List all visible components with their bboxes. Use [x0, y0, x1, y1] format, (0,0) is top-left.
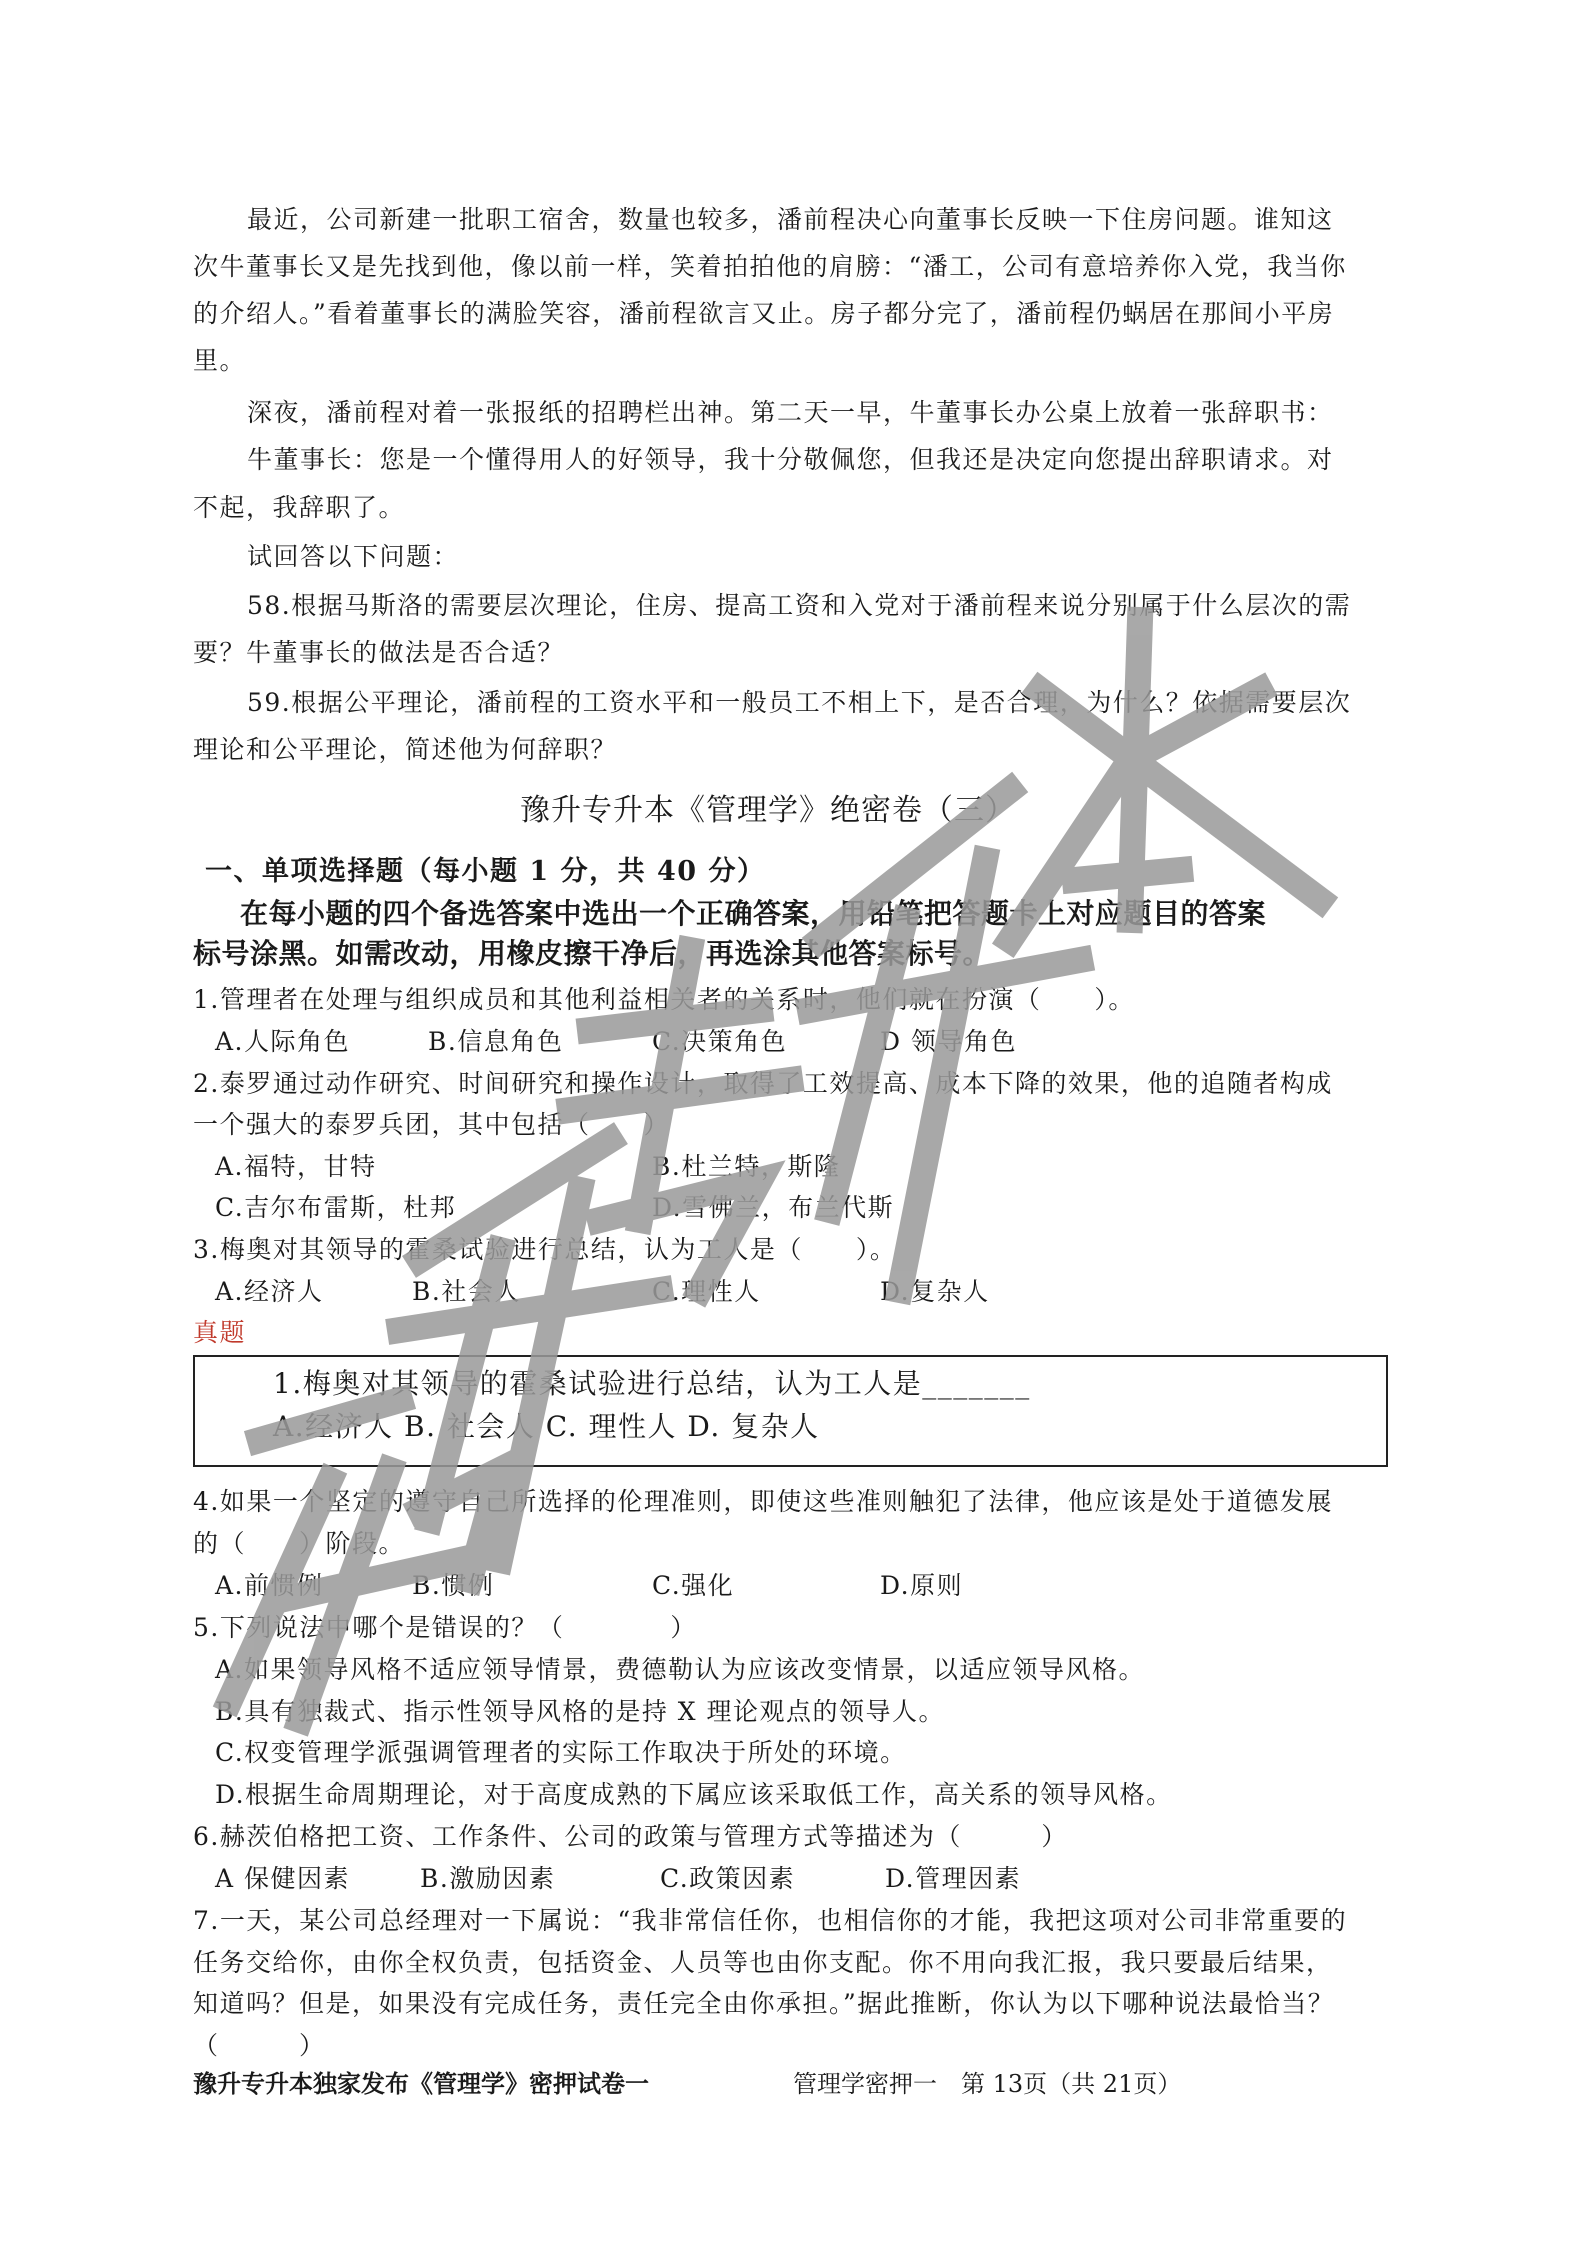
q2-option-b: B.杜兰特，斯隆	[652, 1152, 841, 1181]
question-59-line-2: 理论和公平理论，简述他为何辞职？	[193, 735, 618, 764]
question-3: 3.梅奥对其领导的霍桑试验进行总结，认为工人是（ ）。	[193, 1235, 897, 1264]
q3-option-a: A.经济人	[215, 1277, 324, 1306]
q1-option-c: C.决策角色	[652, 1027, 788, 1056]
question-58-line-2: 要？牛董事长的做法是否合适？	[193, 638, 565, 667]
real-exam-box	[193, 1355, 1388, 1467]
real-exam-options: A.经济人 B. 社会人 C. 理性人 D. 复杂人	[273, 1410, 820, 1443]
question-2-line-1: 2.泰罗通过动作研究、时间研究和操作设计，取得了工效提高、成本下降的效果，他的追随者构成	[193, 1069, 1333, 1098]
q6-option-a: A 保健因素	[215, 1864, 351, 1893]
case-paragraph-2: 深夜，潘前程对着一张报纸的招聘栏出神。第二天一早，牛董事长办公桌上放着一张辞职书：	[247, 398, 1334, 427]
q3-option-c: C.理性人	[652, 1277, 761, 1306]
exam-title: 豫升专升本《管理学》绝密卷（三）	[520, 793, 1016, 828]
q4-option-c: C.强化	[652, 1571, 735, 1600]
q2-option-c: C.吉尔布雷斯，杜邦	[215, 1193, 457, 1222]
q1-option-b: B.信息角色	[428, 1027, 564, 1056]
question-59-line-1: 59.根据公平理论，潘前程的工资水平和一般员工不相上下，是否合理，为什么？依据需要层次	[247, 688, 1352, 717]
q3-option-b: B.社会人	[412, 1277, 521, 1306]
real-exam-question: 1.梅奥对其领导的霍桑试验进行总结，认为工人是_______	[273, 1367, 1031, 1400]
q2-option-d: D.雪佛兰，布兰代斯	[652, 1193, 895, 1222]
footer-left: 豫升专升本独家发布《管理学》密押试卷一	[193, 2069, 649, 2098]
footer-page-info: 管理学密押一 第 13页（共 21页）	[793, 2070, 1182, 2098]
q1-option-d: D 领导角色	[880, 1027, 1017, 1056]
q5-option-d: D.根据生命周期理论，对于高度成熟的下属应该采取低工作，高关系的领导风格。	[215, 1780, 1173, 1809]
q5-option-b: B.具有独裁式、指示性领导风格的是持 X 理论观点的领导人。	[215, 1697, 946, 1726]
section-heading: 一、单项选择题（每小题 1 分，共 40 分）	[205, 856, 766, 887]
real-exam-label: 真题	[193, 1318, 247, 1347]
watermark-stroke	[1040, 690, 1320, 900]
case-paragraph-3-line-2: 不起，我辞职了。	[193, 493, 406, 522]
question-7-line-4: （ ）	[193, 2031, 326, 2060]
q6-option-d: D.管理因素	[885, 1864, 1022, 1893]
question-58-line-1: 58.根据马斯洛的需要层次理论，住房、提高工资和入党对于潘前程来说分别属于什么层次的需	[247, 591, 1352, 620]
instruction-line-1: 在每小题的四个备选答案中选出一个正确答案，用铅笔把答题卡上对应题目的答案	[240, 897, 1267, 930]
question-4-line-2: 的（ ）阶段。	[193, 1529, 406, 1558]
question-7-line-2: 任务交给你，由你全权负责，包括资金、人员等也由你支配。你不用向我汇报，我只要最后结果，	[193, 1948, 1333, 1977]
q4-option-d: D.原则	[880, 1571, 964, 1600]
q5-option-a: A.如果领导风格不适应领导情景，费德勒认为应该改变情景，以适应领导风格。	[215, 1655, 1146, 1684]
case-paragraph-1-line-1: 最近，公司新建一批职工宿舍，数量也较多，潘前程决心向董事长反映一下住房问题。谁知这	[247, 205, 1334, 234]
question-2-line-2: 一个强大的泰罗兵团，其中包括（ ）	[193, 1110, 671, 1139]
question-5: 5.下列说法中哪个是错误的？（ ）	[193, 1613, 697, 1642]
case-paragraph-1-line-3: 的介绍人。”看着董事长的满脸笑容，潘前程欲言又止。房子都分完了，潘前程仍蜗居在那间小平房	[193, 299, 1335, 328]
question-6: 6.赫茨伯格把工资、工作条件、公司的政策与管理方式等描述为（ ）	[193, 1822, 1068, 1851]
instruction-line-2: 标号涂黑。如需改动，用橡皮擦干净后，再选涂其他答案标号。	[193, 937, 992, 970]
q4-option-b: B.惯例	[412, 1571, 495, 1600]
case-paragraph-1-line-4: 里。	[193, 346, 247, 375]
question-7-line-3: 知道吗？但是，如果没有完成任务，责任完全由你承担。”据此推断，你认为以下哪种说法最恰当？	[193, 1989, 1335, 2018]
q2-option-a: A.福特，甘特	[215, 1152, 377, 1181]
q5-option-c: C.权变管理学派强调管理者的实际工作取决于所处的环境。	[215, 1738, 907, 1767]
question-1: 1.管理者在处理与组织成员和其他利益相关者的关系时，他们就在扮演（ ）。	[193, 985, 1135, 1014]
question-4-line-1: 4.如果一个坚定的遵守自己所选择的伦理准则，即使这些准则触犯了法律，他应该是处于道德发展	[193, 1487, 1333, 1516]
q1-option-a: A.人际角色	[215, 1027, 351, 1056]
q3-option-d: D.复杂人	[880, 1277, 990, 1306]
q6-option-c: C.政策因素	[660, 1864, 796, 1893]
case-paragraph-3-line-1: 牛董事长：您是一个懂得用人的好领导，我十分敬佩您，但我还是决定向您提出辞职请求。对	[247, 445, 1334, 474]
q4-option-a: A.前惯例	[215, 1571, 324, 1600]
case-paragraph-1-line-2: 次牛董事长又是先找到他，像以前一样，笑着拍拍他的肩膀：“潘工，公司有意培养你入党，我当你	[193, 252, 1347, 281]
q6-option-b: B.激励因素	[420, 1864, 556, 1893]
case-prompt: 试回答以下问题：	[247, 542, 460, 571]
question-7-line-1: 7.一天，某公司总经理对一下属说：“我非常信任你，也相信你的才能，我把这项对公司非常重要的	[193, 1906, 1348, 1935]
